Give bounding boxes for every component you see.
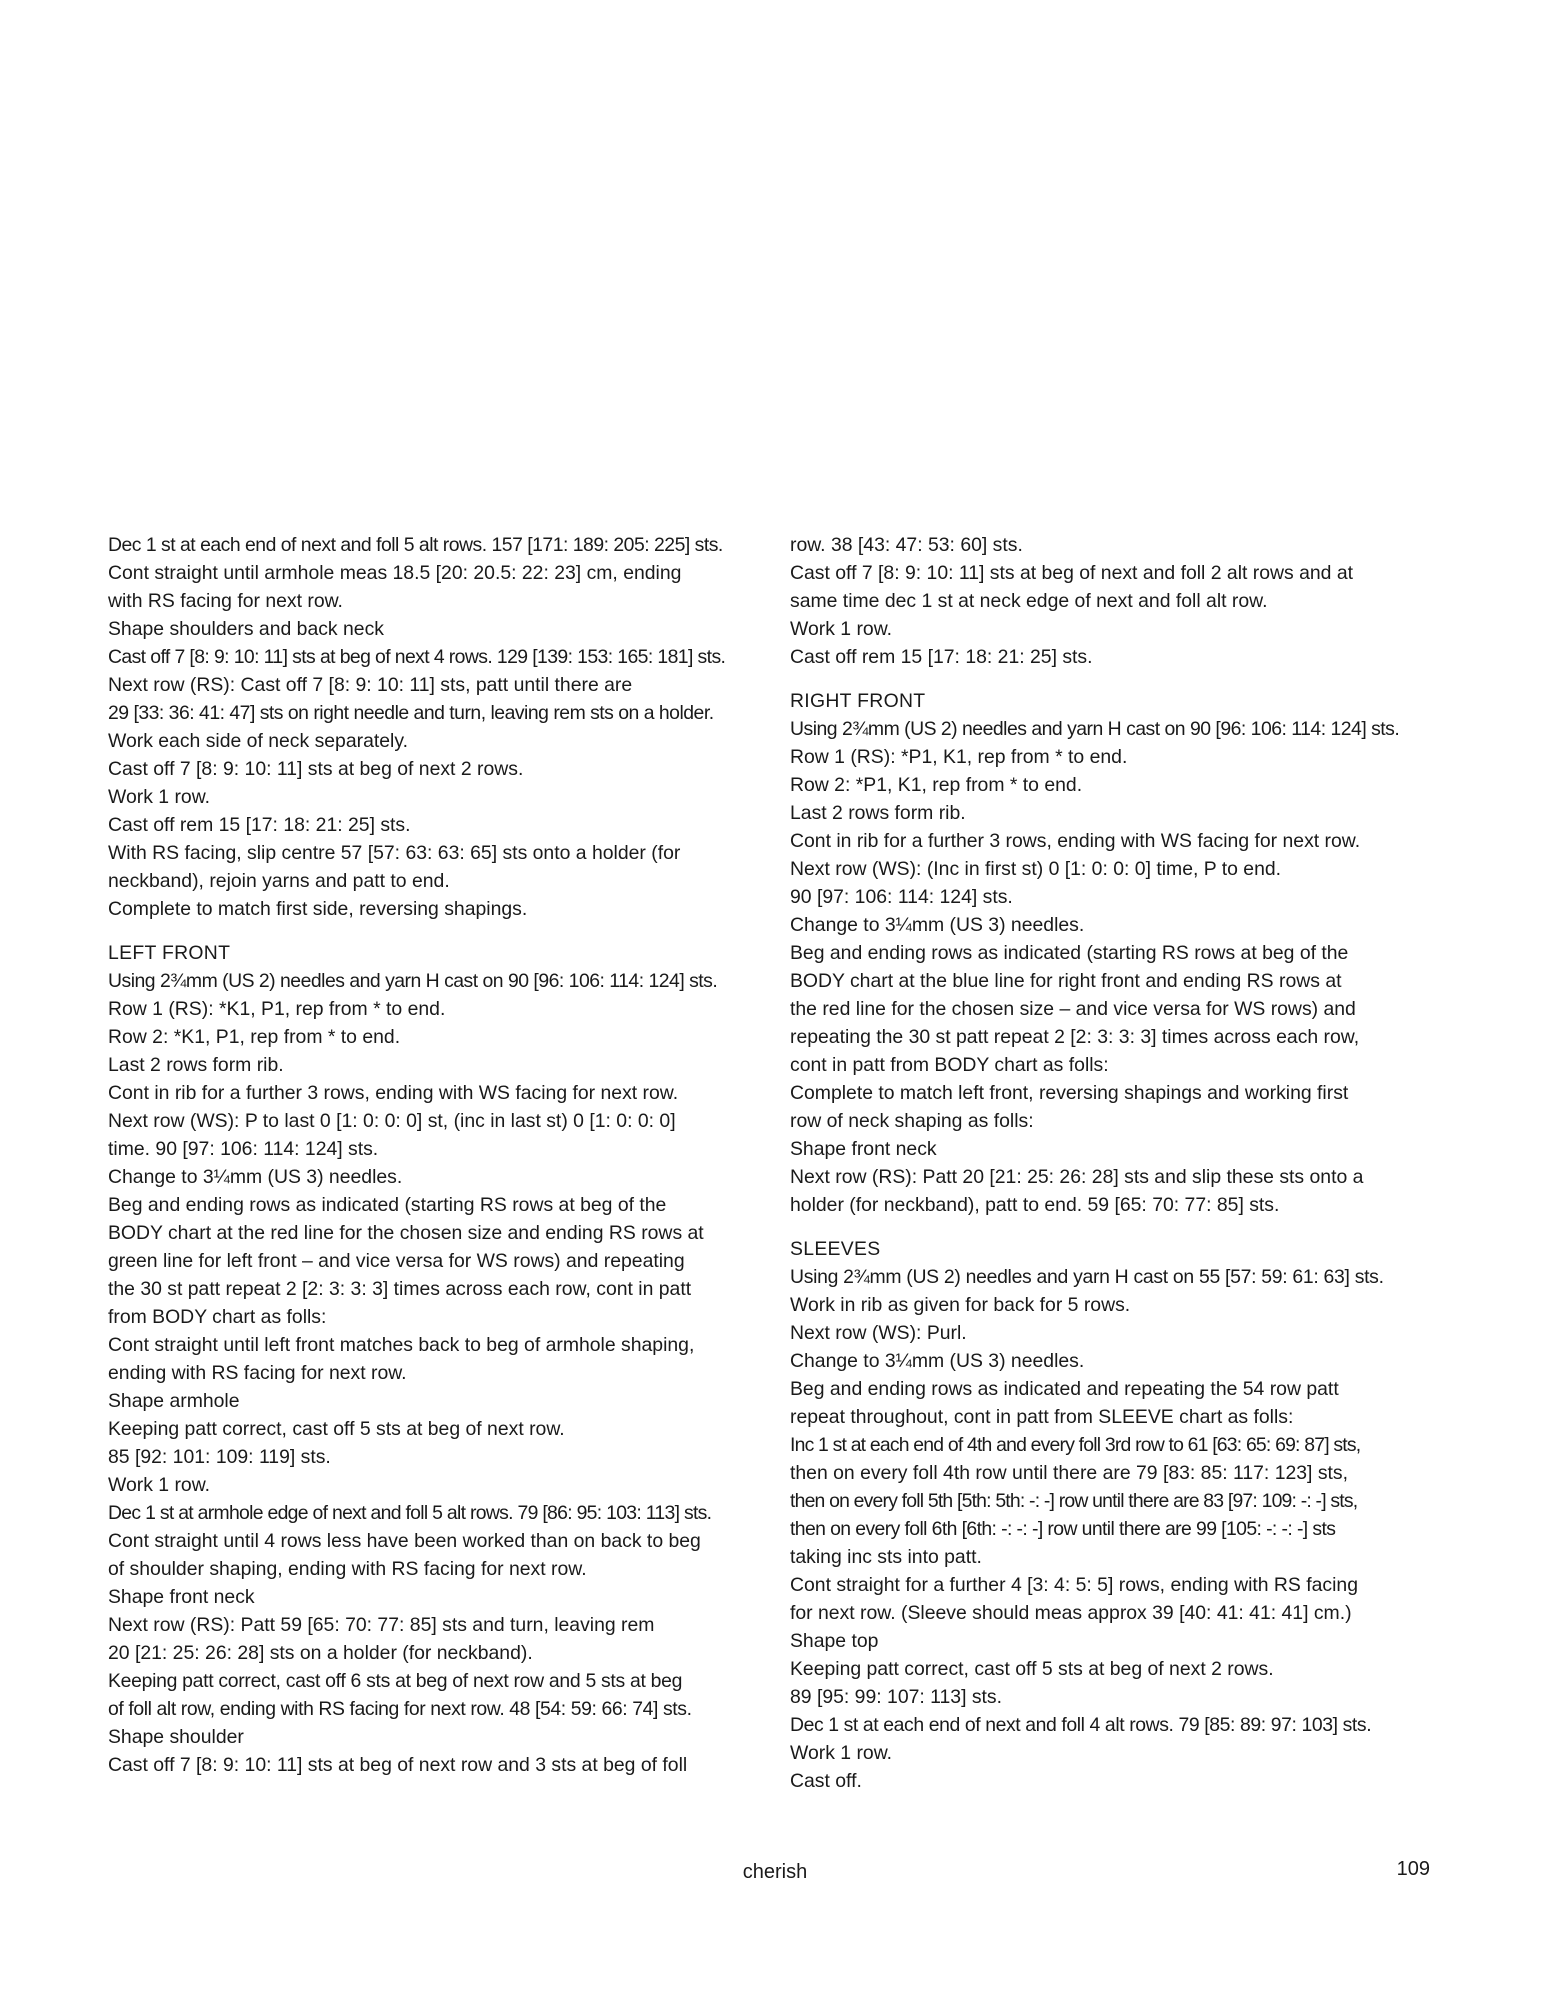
instruction-line bbox=[108, 1023, 764, 1051]
text-line: Cont straight until armhole meas 18.5 [20: 20.5: 22: 23] cm, ending bbox=[108, 562, 682, 584]
text-line: repeating the 30 st patt repeat 2 [2: 3: 3: 3] times across each row, bbox=[790, 1026, 1360, 1048]
text-line: Complete to match first side, reversing shapings. bbox=[108, 898, 528, 920]
text-line: of foll alt row, ending with RS facing for next row. 48 [54: 59: 66: 74] sts. bbox=[108, 1698, 692, 1720]
shape-top-heading: Shape top bbox=[790, 1630, 879, 1652]
text-line: Cont straight for a further 4 [3: 4: 5: 5] rows, ending with RS facing bbox=[790, 1574, 1358, 1596]
shape-front-neck-heading: Shape front neck bbox=[108, 1586, 255, 1608]
text-line: Work each side of neck separately. bbox=[108, 730, 408, 752]
row-label: Next row (WS): bbox=[108, 1110, 240, 1132]
text-line: Work 1 row. bbox=[790, 1742, 893, 1764]
instruction-line bbox=[790, 771, 1446, 799]
text-line: Using 2¾mm (US 2) needles and yarn H cast on 90 [96: 106: 114: 124] sts. bbox=[108, 970, 718, 992]
text-line: Cast off rem 15 [17: 18: 21: 25] sts. bbox=[108, 814, 411, 836]
text-line: taking inc sts into patt. bbox=[790, 1546, 982, 1568]
text-line: 90 [97: 106: 114: 124] sts. bbox=[790, 886, 1013, 908]
text-line: Inc 1 st at each end of 4th and every foll 3rd row to 61 [63: 65: 69: 87] sts, bbox=[790, 1434, 1361, 1456]
text-line: Change to 3¼mm (US 3) needles. bbox=[790, 1350, 1085, 1372]
text-line: Keeping patt correct, cast off 6 sts at beg of next row and 5 sts at beg bbox=[108, 1670, 683, 1692]
text-line: Cont in rib for a further 3 rows, ending with WS facing for next row. bbox=[108, 1082, 679, 1104]
text-line: Cont straight until left front matches back to beg of armhole shaping, bbox=[108, 1334, 695, 1356]
text-line: 29 [33: 36: 41: 47] sts on right needle and turn, leaving rem sts on a holder. bbox=[108, 702, 714, 724]
text-line: Dec 1 st at armhole edge of next and foll 5 alt rows. 79 [86: 95: 103: 113] sts. bbox=[108, 1502, 712, 1524]
text-line: Cont straight until 4 rows less have been worked than on back to beg bbox=[108, 1530, 701, 1552]
row-text: Patt 59 [65: 70: 77: 85] sts and turn, leaving rem bbox=[235, 1614, 655, 1636]
sleeves-heading: SLEEVES bbox=[790, 1238, 881, 1260]
row-text: *K1, P1, rep from * to end. bbox=[168, 1026, 401, 1048]
text-line: 89 [95: 99: 107: 113] sts. bbox=[790, 1686, 1003, 1708]
text-line: Beg and ending rows as indicated and repeating the 54 row patt bbox=[790, 1378, 1339, 1400]
text-line: Change to 3¼mm (US 3) needles. bbox=[108, 1166, 403, 1188]
text-line: time. 90 [97: 106: 114: 124] sts. bbox=[108, 1138, 379, 1160]
text-line: repeat throughout, cont in patt from SLEEVE chart as folls: bbox=[790, 1406, 1294, 1428]
row-label: Next row (RS): bbox=[108, 674, 236, 696]
text-line: Change to 3¼mm (US 3) needles. bbox=[790, 914, 1085, 936]
instruction-line bbox=[790, 743, 1446, 771]
row-text: Cast off 7 [8: 9: 10: 11] sts, patt until there are bbox=[235, 674, 633, 696]
text-line: Using 2¾mm (US 2) needles and yarn H cast on 90 [96: 106: 114: 124] sts. bbox=[790, 718, 1400, 740]
text-line: Work 1 row. bbox=[108, 1474, 211, 1496]
row-label: Next row (RS): bbox=[790, 1166, 918, 1188]
text-line: Cast off 7 [8: 9: 10: 11] sts at beg of next 2 rows. bbox=[108, 758, 524, 780]
instruction-line bbox=[108, 1611, 764, 1639]
row-label: Row 2: bbox=[108, 1026, 169, 1048]
text-line: Cast off. bbox=[790, 1770, 862, 1792]
row-label: Row 1 (RS): bbox=[790, 746, 896, 768]
text-line: row of neck shaping as folls: bbox=[790, 1110, 1034, 1132]
text-line: then on every foll 6th [6th: -: -: -] row until there are 99 [105: -: -: -] sts bbox=[790, 1518, 1336, 1540]
instruction-line bbox=[108, 671, 764, 699]
text-line: then on every foll 5th [5th: 5th: -: -] row until there are 83 [97: 109: -: -] sts, bbox=[790, 1490, 1358, 1512]
text-line: with RS facing for next row. bbox=[108, 590, 343, 612]
text-line: 85 [92: 101: 109: 119] sts. bbox=[108, 1446, 331, 1468]
row-text: Purl. bbox=[921, 1322, 967, 1344]
row-text: P to last 0 [1: 0: 0: 0] st, (inc in last st) 0 [1: 0: 0: 0] bbox=[239, 1110, 676, 1132]
footer-title: cherish bbox=[742, 1861, 808, 1883]
right-column bbox=[790, 531, 1446, 1795]
shape-shoulder-heading: Shape shoulder bbox=[108, 1726, 244, 1748]
text-line: ending with RS facing for next row. bbox=[108, 1362, 407, 1384]
text-line: row. 38 [43: 47: 53: 60] sts. bbox=[790, 534, 1023, 556]
row-label: Next row (RS): bbox=[108, 1614, 236, 1636]
instruction-line bbox=[790, 1163, 1446, 1191]
text-line: holder (for neckband), patt to end. 59 [65: 70: 77: 85] sts. bbox=[790, 1194, 1280, 1216]
text-line: the red line for the chosen size – and vice versa for WS rows) and bbox=[790, 998, 1356, 1020]
row-text: (Inc in first st) 0 [1: 0: 0: 0] time, P to end. bbox=[921, 858, 1282, 880]
row-label: Row 1 (RS): bbox=[108, 998, 214, 1020]
text-line: then on every foll 4th row until there are 79 [83: 85: 117: 123] sts, bbox=[790, 1462, 1349, 1484]
text-line: from BODY chart as folls: bbox=[108, 1306, 327, 1328]
row-label: Next row (WS): bbox=[790, 1322, 922, 1344]
text-line: Cast off 7 [8: 9: 10: 11] sts at beg of next 4 rows. 129 [139: 153: 165: 181] sts. bbox=[108, 646, 726, 668]
text-line: of shoulder shaping, ending with RS facing for next row. bbox=[108, 1558, 587, 1580]
instruction-line bbox=[790, 855, 1446, 883]
text-line: With RS facing, slip centre 57 [57: 63: 63: 65] sts onto a holder (for bbox=[108, 842, 681, 864]
text-line: cont in patt from BODY chart as folls: bbox=[790, 1054, 1109, 1076]
right-front-heading: RIGHT FRONT bbox=[790, 690, 926, 712]
text-line: Using 2¾mm (US 2) needles and yarn H cast on 55 [57: 59: 61: 63] sts. bbox=[790, 1266, 1384, 1288]
instruction-line bbox=[108, 1107, 764, 1135]
text-line: same time dec 1 st at neck edge of next and foll alt row. bbox=[790, 590, 1268, 612]
text-line: Last 2 rows form rib. bbox=[108, 1054, 284, 1076]
text-line: BODY chart at the blue line for right front and ending RS rows at bbox=[790, 970, 1342, 992]
text-line: Dec 1 st at each end of next and foll 5 alt rows. 157 [171: 189: 205: 225] sts. bbox=[108, 534, 723, 556]
text-line: BODY chart at the red line for the chosen size and ending RS rows at bbox=[108, 1222, 704, 1244]
instruction-line bbox=[790, 1319, 1446, 1347]
text-line: Cast off 7 [8: 9: 10: 11] sts at beg of next row and 3 sts at beg of foll bbox=[108, 1754, 688, 1776]
row-label: Row 2: bbox=[790, 774, 851, 796]
shape-front-neck-heading: Shape front neck bbox=[790, 1138, 937, 1160]
text-line: Cont in rib for a further 3 rows, ending with WS facing for next row. bbox=[790, 830, 1361, 852]
text-line: Keeping patt correct, cast off 5 sts at beg of next row. bbox=[108, 1418, 565, 1440]
text-line: Cast off 7 [8: 9: 10: 11] sts at beg of next and foll 2 alt rows and at bbox=[790, 562, 1354, 584]
text-line: Dec 1 st at each end of next and foll 4 alt rows. 79 [85: 89: 97: 103] sts. bbox=[790, 1714, 1372, 1736]
text-line: 20 [21: 25: 26: 28] sts on a holder (for neckband). bbox=[108, 1642, 533, 1664]
instruction-line bbox=[108, 995, 764, 1023]
text-line: green line for left front – and vice versa for WS rows) and repeating bbox=[108, 1250, 685, 1272]
text-line: Complete to match left front, reversing shapings and working first bbox=[790, 1082, 1349, 1104]
text-line: Work in rib as given for back for 5 rows. bbox=[790, 1294, 1131, 1316]
text-line: the 30 st patt repeat 2 [2: 3: 3: 3] times across each row, cont in patt bbox=[108, 1278, 692, 1300]
text-line: Keeping patt correct, cast off 5 sts at beg of next 2 rows. bbox=[790, 1658, 1274, 1680]
shape-armhole-heading: Shape armhole bbox=[108, 1390, 240, 1412]
left-front-heading: LEFT FRONT bbox=[108, 942, 231, 964]
row-text: Patt 20 [21: 25: 26: 28] sts and slip these sts onto a bbox=[917, 1166, 1364, 1188]
left-column bbox=[108, 531, 764, 1779]
row-text: *P1, K1, rep from * to end. bbox=[850, 774, 1083, 796]
text-line: neckband), rejoin yarns and patt to end. bbox=[108, 870, 450, 892]
row-text: *K1, P1, rep from * to end. bbox=[213, 998, 446, 1020]
text-line: Cast off rem 15 [17: 18: 21: 25] sts. bbox=[790, 646, 1093, 668]
text-line: Beg and ending rows as indicated (starting RS rows at beg of the bbox=[108, 1194, 667, 1216]
row-text: *P1, K1, rep from * to end. bbox=[895, 746, 1128, 768]
text-line: for next row. (Sleeve should meas approx 39 [40: 41: 41: 41] cm.) bbox=[790, 1602, 1352, 1624]
shape-shoulders-heading: Shape shoulders and back neck bbox=[108, 618, 384, 640]
text-line: Work 1 row. bbox=[108, 786, 211, 808]
text-line: Beg and ending rows as indicated (starting RS rows at beg of the bbox=[790, 942, 1349, 964]
row-label: Next row (WS): bbox=[790, 858, 922, 880]
text-line: Work 1 row. bbox=[790, 618, 893, 640]
text-line: Last 2 rows form rib. bbox=[790, 802, 966, 824]
page-number: 109 bbox=[1396, 1858, 1430, 1880]
